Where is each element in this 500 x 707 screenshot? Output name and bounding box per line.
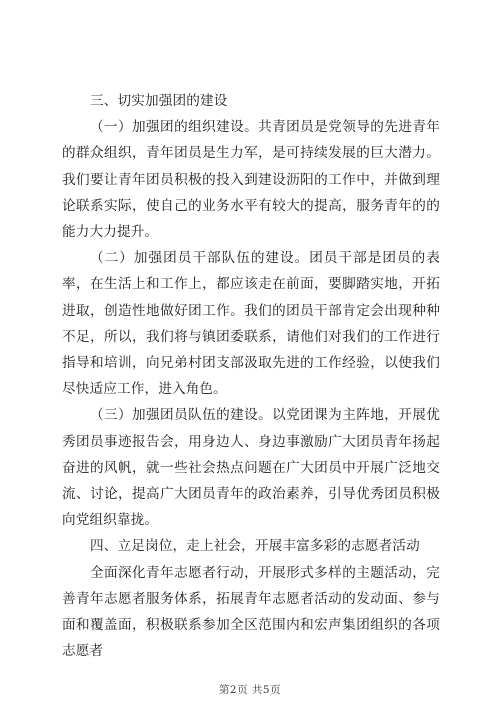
paragraph-organization-building: （一）加强团的组织建设。共青团员是党领导的先进青年的群众组织，青年团员是生力军，是可持续发展的巨大潜力。我们要让青年团员积极的投入到建设沥阳的工作中，并做到理论联系实际，使自己的业务水平有较大的提高，服务青年的的能力大力提升。 [62, 119, 440, 241]
page-body [62, 88, 440, 664]
page-number-footer: 第2页 共5页 [218, 684, 282, 696]
section-heading-3: 三、切实加强团的建设 [90, 93, 228, 109]
paragraph-member-building: （三）加强团员队伍的建设。以党团课为主阵地，开展优秀团员事迹报告会，用身边人、身边事激励广大团员青年扬起奋进的风帆，就一些社会热点问题在广大团员中开展广泛地交流、讨论，提高广大团员青年的政治素养，引导优秀团员积极向党组织靠拢。 [62, 407, 440, 529]
paragraph-volunteer-activities: 全面深化青年志愿者行动，开展形式多样的主题活动，完善青年志愿者服务体系，拓展青年志愿者活动的发动面、参与面和覆盖面，积极联系参加全区范围内和宏声集团组织的各项志愿者 [62, 564, 440, 660]
section-heading-4: 四、立足岗位，走上社会，开展丰富多彩的志愿者活动 [90, 538, 420, 555]
paragraph-cadre-building: （二）加强团员干部队伍的建设。团员干部是团员的表率，在生活上和工作上，都应该走在前面，要脚踏实地，开拓进取，创造性地做好团工作。我们的团员干部肯定会出现种种不足，所以，我们将与镇团委联系，请他们对我们的工作进行指导和培训，向兄弟村团支部汲取先进的工作经验，以使我们尽快适应工作，进入角色。 [62, 250, 440, 398]
